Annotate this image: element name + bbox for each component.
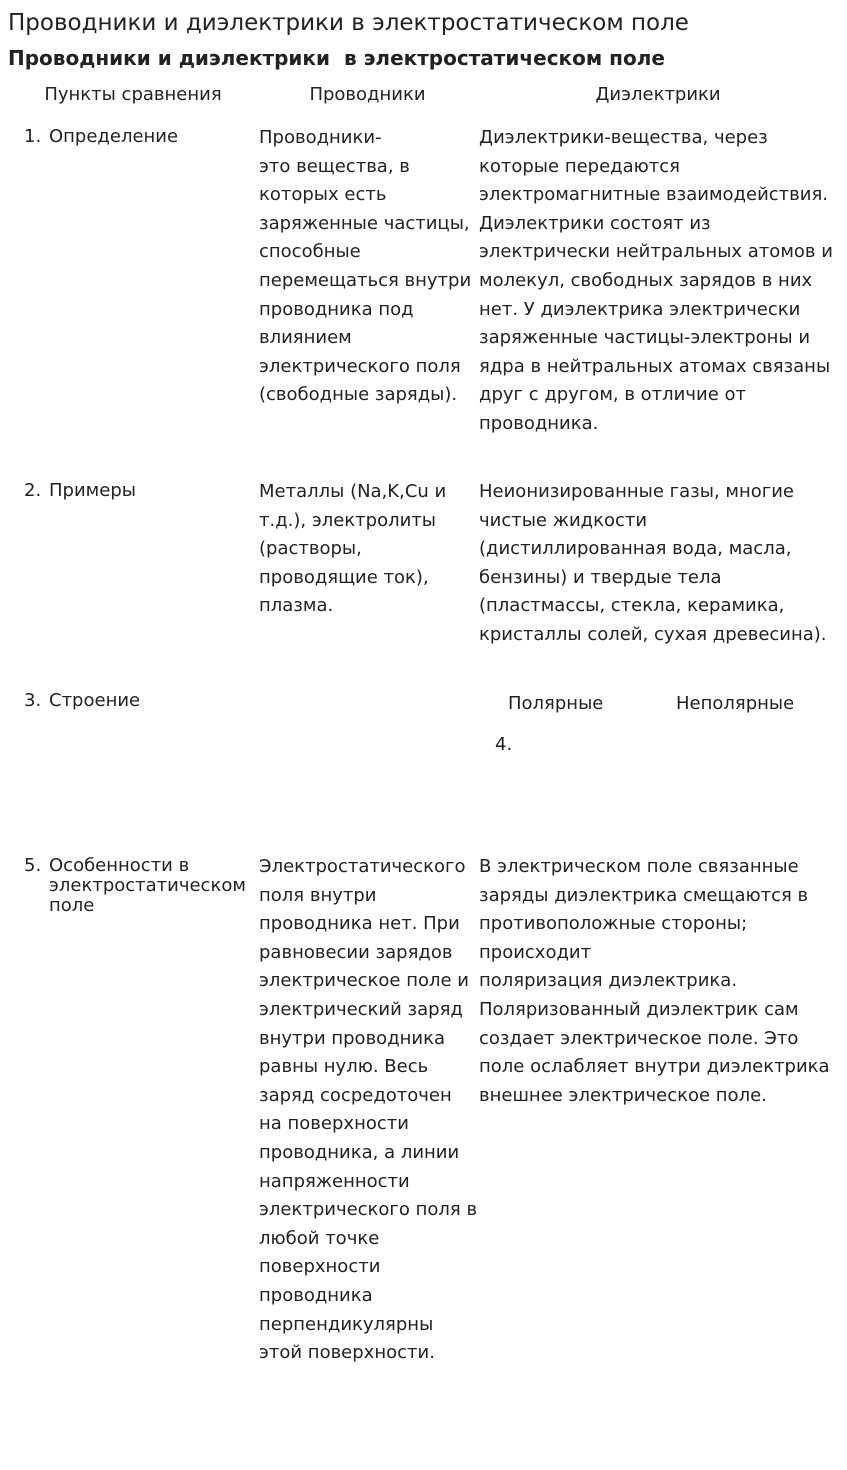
conductors-definition: Проводники- это вещества, в которых есть заряженные частицы, способные перемещаться внутри проводника под влиянием электрического поля (свободные заряды).	[259, 127, 472, 406]
row-number: 2.	[24, 480, 42, 501]
header-criteria: Пункты сравнения	[44, 84, 222, 105]
subheader-polar: Полярные	[508, 693, 604, 714]
conductors-field-features: Электростатического поля внутри проводника нет. При равновесии зарядов электрическое поле и электрический заряд внутри проводника равны нулю. Весь заряд сосредоточен на поверхности проводника, а линии напряженности электрического поля в любой точке поверхности проводника перпендикулярны этой поверхности.	[259, 856, 478, 1364]
row-number: 5.	[24, 855, 42, 876]
row-criterion: Строение	[49, 690, 141, 711]
dielectrics-definition: Диэлектрики-вещества, через которые передаются электромагнитные взаимодействия. Диэлектрики состоят из электрически нейтральных атомов и молекул, свободных зарядов в них нет. У диэлектрика электрически заряженные частицы-электроны и ядра в нейтральных атомах связаны друг с другом, в отличие от проводника.	[479, 127, 833, 434]
row-criterion: Особенности в электростатическом поле	[49, 855, 246, 916]
row-criterion: Определение	[49, 126, 179, 147]
header-dielectrics: Диэлектрики	[595, 84, 721, 105]
conductors-examples: Металлы (Na,K,Cu и т.д.), электролиты (растворы, проводящие ток), плазма.	[259, 481, 447, 617]
row-number: 3.	[24, 690, 42, 711]
dielectrics-examples: Неионизированные газы, многие чистые жидкости (дистиллированная вода, масла, бензины) и твердые тела (пластмассы, стекла, керамика, кристаллы солей, сухая древесина).	[479, 481, 827, 645]
row-criterion: Примеры	[49, 480, 136, 501]
row-number: 1.	[24, 126, 42, 147]
header-conductors: Проводники	[309, 84, 426, 105]
page-title: Проводники и диэлектрики в электростатическом поле	[8, 10, 689, 36]
list-item-4: 4.	[495, 734, 513, 755]
page-subtitle: Проводники и диэлектрики в электростатическом поле	[8, 46, 665, 70]
subheader-nonpolar: Неполярные	[676, 693, 795, 714]
dielectrics-field-features: В электрическом поле связанные заряды диэлектрика смещаются в противоположные стороны; происходит поляризация диэлектрика. Поляризованный диэлектрик сам создает электрическое поле. Это поле ослабляет внутри диэлектрика внешнее электрическое поле.	[479, 856, 830, 1106]
